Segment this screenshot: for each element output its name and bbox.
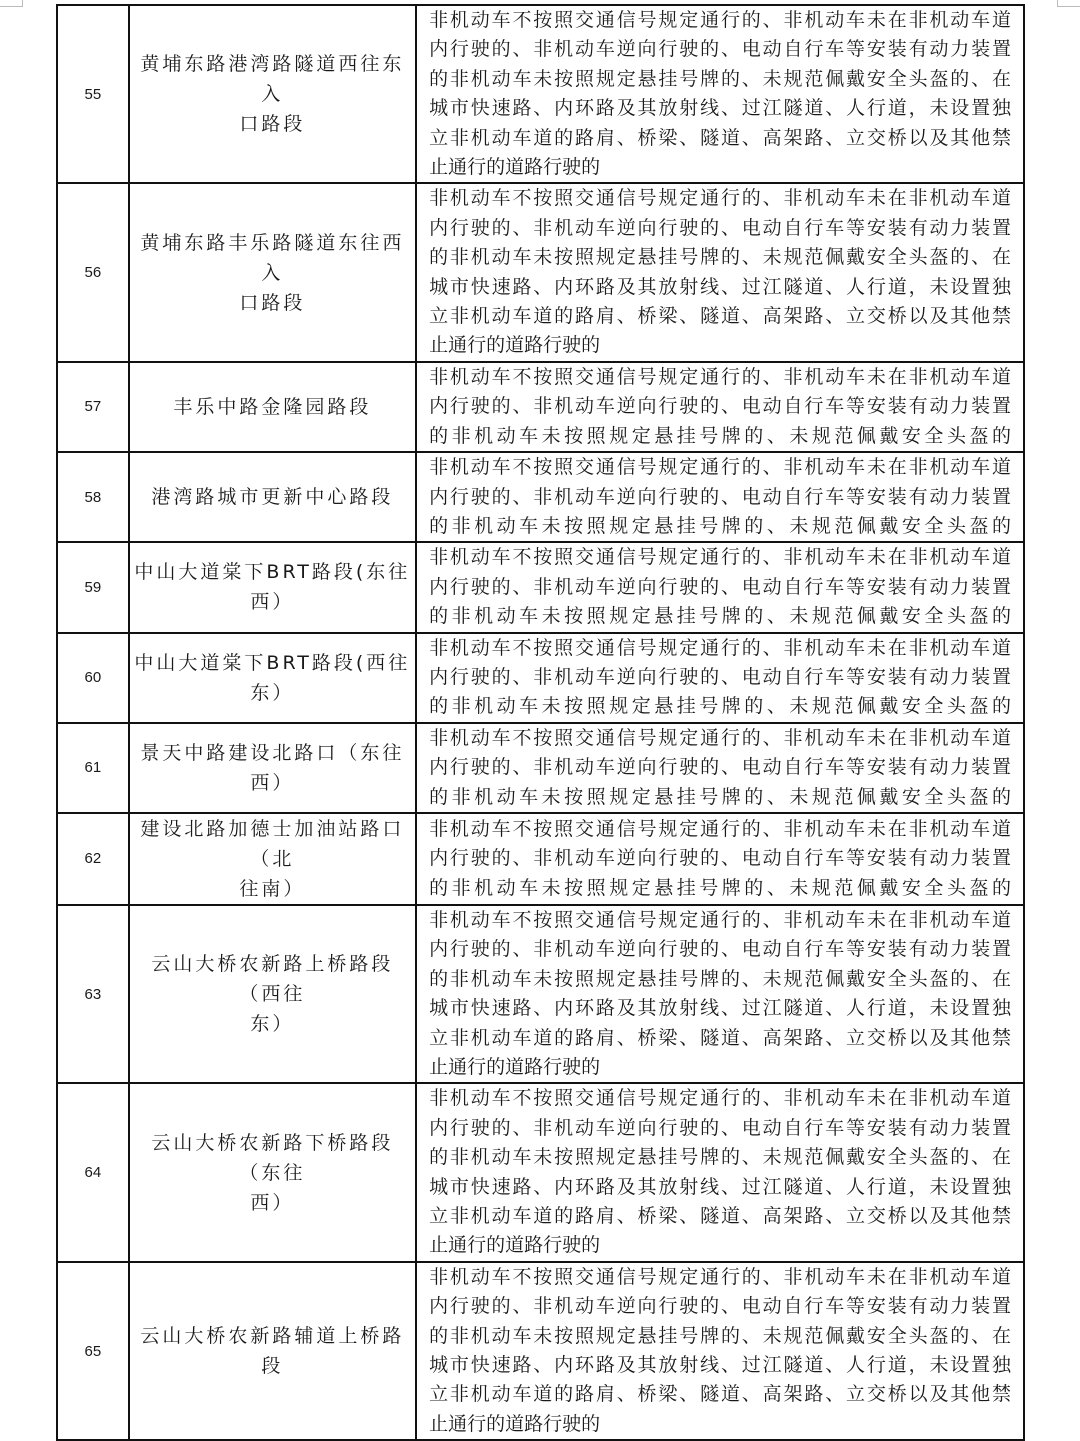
row-number: 57 [57,362,129,452]
location-line: 云山大桥农新路辅道上桥路段 [140,1325,405,1378]
table-row [57,452,1024,542]
violation-line: 非机动车不按照交通信号规定通行的、非机动车未在非机动车道 [429,908,1011,931]
violation-line: 止通行的道路行驶的 [429,1056,601,1078]
violation-line: 立非机动车道的路肩、桥梁、隧道、高架路、立交桥以及其他禁 [429,305,1011,328]
violation-line: 立非机动车道的路肩、桥梁、隧道、高架路、立交桥以及其他禁 [429,1205,1011,1228]
location-line: 往南） [239,877,306,900]
location-cell [129,723,416,813]
violation-line: 非机动车不按照交通信号规定通行的、非机动车未在非机动车道 [429,456,1011,479]
violation-cell [416,1262,1024,1440]
violation-line: 止通行的道路行驶的 [429,334,601,357]
location-cell [129,1083,416,1261]
row-number: 64 [57,1083,129,1261]
location-line: 口路段 [239,113,306,136]
location-cell [129,813,416,905]
location-line: 中山大道棠下BRT路段(西往东） [134,651,411,704]
location-line: 港湾路城市更新中心路段 [151,486,394,509]
table-row [57,1083,1024,1261]
location-line: 景天中路建设北路口（东往西） [140,741,405,794]
violation-line: 非机动车不按照交通信号规定通行的、非机动车未在非机动车道 [429,636,1011,659]
location-line: 黄埔东路丰乐路隧道东往西入 [140,231,405,284]
table-row [57,723,1024,813]
violation-line: 非机动车不按照交通信号规定通行的、非机动车未在非机动车道 [429,546,1011,569]
violation-line: 立非机动车道的路肩、桥梁、隧道、高架路、立交桥以及其他禁 [429,1383,1011,1406]
violation-cell [416,633,1024,723]
row-number: 56 [57,183,129,361]
row-number: 62 [57,813,129,905]
violation-line: 非机动车不按照交通信号规定通行的、非机动车未在非机动车道 [429,1265,1011,1288]
location-cell [129,183,416,361]
violation-line: 非机动车不按照交通信号规定通行的、非机动车未在非机动车道 [429,365,1011,388]
location-line: 西） [250,1191,295,1214]
location-cell [129,452,416,542]
location-line: 云山大桥农新路下桥路段（东往 [151,1131,394,1184]
violation-cell [416,813,1024,905]
page-corner-mark [0,0,23,7]
violation-line: 的非机动车未按照规定悬挂号牌的、未规范佩戴安全头盔的、在 [429,67,1011,90]
location-cell [129,905,416,1083]
violation-line: 非机动车不按照交通信号规定通行的、非机动车未在非机动车道 [429,187,1011,210]
violation-line: 的非机动车未按照规定悬挂号牌的、未规范佩戴安全头盔的 [429,514,1011,537]
table-row [57,183,1024,361]
location-cell [129,1262,416,1440]
violation-line: 非机动车不按照交通信号规定通行的、非机动车未在非机动车道 [429,726,1011,749]
violation-line: 城市快速路、内环路及其放射线、过江隧道、人行道，未设置独 [429,1175,1011,1198]
violation-line: 的非机动车未按照规定悬挂号牌的、未规范佩戴安全头盔的、在 [429,246,1011,269]
table-row [57,1262,1024,1440]
row-number: 58 [57,452,129,542]
table-row [57,362,1024,452]
violation-line: 止通行的道路行驶的 [429,1412,601,1435]
location-line: 丰乐中路金隆园路段 [173,395,372,418]
violation-location-table [56,4,1025,1441]
violation-cell [416,905,1024,1083]
violation-line: 内行驶的、非机动车逆向行驶的、电动自行车等安装有动力装置 [429,395,1011,418]
location-line: 东） [250,1013,295,1036]
violation-line: 城市快速路、内环路及其放射线、过江隧道、人行道，未设置独 [429,275,1011,298]
violation-cell [416,723,1024,813]
violation-line: 内行驶的、非机动车逆向行驶的、电动自行车等安装有动力装置 [429,847,1011,870]
violation-line: 非机动车不按照交通信号规定通行的、非机动车未在非机动车道 [429,9,1011,31]
row-number: 63 [57,905,129,1083]
violation-line: 内行驶的、非机动车逆向行驶的、电动自行车等安装有动力装置 [429,575,1011,598]
location-cell [129,633,416,723]
table-row [57,633,1024,723]
violation-cell [416,5,1024,183]
table-body [57,5,1024,1440]
violation-line: 城市快速路、内环路及其放射线、过江隧道、人行道，未设置独 [429,997,1011,1020]
violation-line: 城市快速路、内环路及其放射线、过江隧道、人行道，未设置独 [429,1354,1011,1377]
row-number: 61 [57,723,129,813]
row-number: 59 [57,542,129,632]
row-number: 65 [57,1262,129,1440]
violation-line: 的非机动车未按照规定悬挂号牌的、未规范佩戴安全头盔的、在 [429,967,1011,990]
violation-line: 内行驶的、非机动车逆向行驶的、电动自行车等安装有动力装置 [429,756,1011,779]
location-line: 口路段 [239,291,306,314]
violation-line: 立非机动车道的路肩、桥梁、隧道、高架路、立交桥以及其他禁 [429,126,1011,149]
violation-line: 非机动车不按照交通信号规定通行的、非机动车未在非机动车道 [429,1087,1011,1110]
violation-line: 的非机动车未按照规定悬挂号牌的、未规范佩戴安全头盔的 [429,605,1011,628]
violation-cell [416,362,1024,452]
violation-line: 内行驶的、非机动车逆向行驶的、电动自行车等安装有动力装置 [429,938,1011,961]
table-row [57,905,1024,1083]
table-row [57,813,1024,905]
violation-line: 止通行的道路行驶的 [429,156,601,179]
violation-line: 止通行的道路行驶的 [429,1234,601,1257]
violation-line: 的非机动车未按照规定悬挂号牌的、未规范佩戴安全头盔的 [429,785,1011,808]
table-row [57,5,1024,183]
row-number: 60 [57,633,129,723]
violation-line: 内行驶的、非机动车逆向行驶的、电动自行车等安装有动力装置 [429,1116,1011,1139]
page-corner-mark [1057,0,1080,7]
location-cell [129,5,416,183]
violation-line: 内行驶的、非机动车逆向行驶的、电动自行车等安装有动力装置 [429,485,1011,508]
violation-line: 内行驶的、非机动车逆向行驶的、电动自行车等安装有动力装置 [429,38,1011,61]
violation-cell [416,452,1024,542]
location-line: 黄埔东路港湾路隧道西往东入 [140,53,405,106]
location-line: 云山大桥农新路上桥路段（西往 [151,953,394,1006]
location-cell [129,362,416,452]
violation-line: 非机动车不按照交通信号规定通行的、非机动车未在非机动车道 [429,817,1011,840]
violation-line: 内行驶的、非机动车逆向行驶的、电动自行车等安装有动力装置 [429,1295,1011,1318]
violation-cell [416,183,1024,361]
table-row [57,542,1024,632]
violation-line: 的非机动车未按照规定悬挂号牌的、未规范佩戴安全头盔的 [429,695,1011,718]
violation-line: 的非机动车未按照规定悬挂号牌的、未规范佩戴安全头盔的 [429,876,1011,899]
violation-line: 内行驶的、非机动车逆向行驶的、电动自行车等安装有动力装置 [429,665,1011,688]
violation-cell [416,1083,1024,1261]
violation-cell [416,542,1024,632]
violation-line: 内行驶的、非机动车逆向行驶的、电动自行车等安装有动力装置 [429,216,1011,239]
violation-line: 的非机动车未按照规定悬挂号牌的、未规范佩戴安全头盔的 [429,424,1011,447]
violation-line: 城市快速路、内环路及其放射线、过江隧道、人行道，未设置独 [429,97,1011,120]
location-line: 中山大道棠下BRT路段(东往西） [134,561,411,614]
location-cell [129,542,416,632]
location-line: 建设北路加德士加油站路口（北 [140,817,405,870]
violation-line: 的非机动车未按照规定悬挂号牌的、未规范佩戴安全头盔的、在 [429,1146,1011,1169]
violation-line: 立非机动车道的路肩、桥梁、隧道、高架路、立交桥以及其他禁 [429,1026,1011,1049]
violation-line: 的非机动车未按照规定悬挂号牌的、未规范佩戴安全头盔的、在 [429,1324,1011,1347]
row-number: 55 [57,5,129,183]
